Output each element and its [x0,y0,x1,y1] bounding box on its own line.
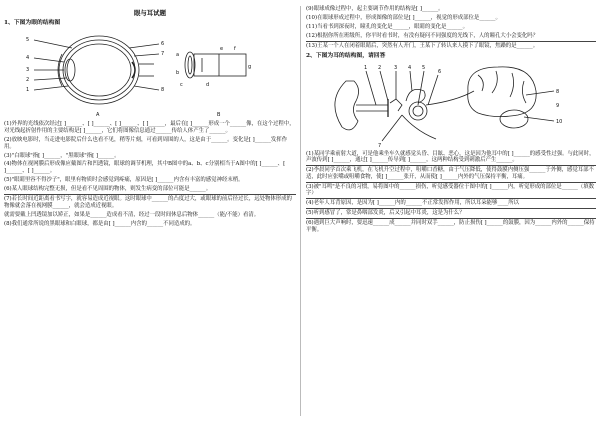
column-divider [300,6,301,416]
ear-figure [306,61,596,149]
label-c: c [180,82,183,89]
right-question-13: (13)王某一个人在闭着眼睛后，突然有人开门，王某下了转认来人摸下了眼镜，焦躁的是______。 [306,41,596,51]
right-question-12: (12)根据你所在班级所，你平时看书时，有没有疑问不同强度的光线下，人的瞳孔大小会变化吗？ [306,33,539,40]
left-question-7b: 就需要戴上凹透镜加以矫正，如果是______造成看不清，经过一段时间休息后物体______（能/不能）看清。 [4,211,260,218]
ear-label-4: 4 [408,65,412,72]
caption-a: A [96,112,100,119]
left-question-1: (1)外界的光线依次经过[ ]______、[ ]______、[ ]______、[ ]______，最后在[ ]______形成一个______像，在这个过程中，对光线起折射作用的主要结构是[ ]______，它们将图像信息通过______传给人体产生了______。 [4,121,295,134]
eye-figure [4,28,296,120]
caption-b: B [217,112,221,119]
label-4: 4 [26,55,30,62]
label-d: d [206,82,210,89]
label-3: 3 [26,67,30,74]
ear-label-6: 6 [438,69,442,76]
ear-label-7: 7 [378,143,382,150]
right-column [306,0,596,422]
label-2: 2 [26,77,30,84]
ear-question-3: (3)被"耳鸣"是不良的习惯，易将图中的______损伤，听觉感受器位于图中的[ ]______内，听觉形成的部位是______（填数字） [306,182,596,199]
label-8: 8 [161,87,165,94]
ear-label-1: 1 [364,65,368,72]
ear-question-2: (2)李晨同学首次乘飞机，在飞机升空过程中，咀嚼口香糖，由于气压降低，使得鼓膜内侧压强______于外侧，感觉耳部不适，此时应张嘴或咀嚼食物，使[ ]______张开，从而使[ ]______内外的气压保持平衡，耳痛。 [306,165,596,182]
label-a: a [176,52,180,59]
label-b: b [176,70,180,77]
right-question-10: (10)在眼球形成过程中，形成图像的部位是[ ]______，视觉的形成部位是______。 [306,15,501,22]
section-1-heading: 1、下图为眼的结构图 [4,19,61,26]
ear-question-1: (1)某同学乘前射大道，可是他乘坐车久就感觉头昏、目眩、恶心，这是因为他耳中的[ ]______的感受性过强。与此同时，声波传到[ ]______，通过[ ]______传导到[ ]______，这两种结构受到刺激后产生______。 [306,150,595,164]
left-column [4,0,296,422]
right-question-11: (11)当看书到深夜时，瞳孔的变化是______，眼睛的变化是______。 [306,24,469,31]
ear-question-4: (4)老年人耳背原因，是因为[ ]______内的______不正常发挥作用，所以耳朵能够____所以 [306,198,596,208]
left-question-8: (8)我们通常所说的黑眼球和白眼球，都是由[ ]______内含的______不同造成的。 [4,220,196,227]
ear-label-8: 8 [556,89,560,96]
label-1: 1 [26,87,30,94]
left-question-4: (4)物体在视网膜后形成像应戴图片和凹透镜，眼球的调节机理，其中B图中的a、b、c分别相当于A图中的[ ]______、[ ]______、[ ]______。 [4,161,286,175]
ear-label-2: 2 [378,65,382,72]
label-6: 6 [161,41,165,48]
label-5: 5 [26,37,30,44]
eye-diagram [4,28,296,120]
left-question-5: (5)"眼睛里容不得沙子"，眼里有物质时会感觉到疼痛，原因是[ ]______内含有丰富的感觉神经末梢。 [4,177,244,184]
label-7: 7 [161,51,165,58]
ear-question-6: (6)遇到巨大声响时，要迅速______成______并同时双手______，防止损伤[ ]______的鼓膜，因为______内外的______保持平衡。 [306,218,596,235]
left-question-7: (7)若长时间近距离看书写字，就容易造成近视眼。这时眼球中______的凸度过大，或眼球的前后径过长，远处物体形成的物像就会落在视网膜______，就会造成近视眼。 [4,194,296,211]
page-title: 眼与耳试题 [134,9,166,17]
left-question-3: (3)"白眼球"指[ ]______，"黑眼球"指[ ]______。 [4,152,120,159]
section-2-heading: 2、下图为耳的结构图，请回答 [306,52,386,59]
ear-label-10: 10 [556,119,563,126]
left-question-2: (2)放映电影时，当走进电影院后什么也看不见，稍等片刻，可看到周围的人，这是由于______。变化是[ ]______发挥作用。 [4,136,288,150]
label-e: e [220,46,224,53]
left-question-6: (6)某人眼球结构完整无损，但是看不见周围的物体，则发生病变的部位可能是______。 [4,186,212,192]
ear-label-9: 9 [556,103,560,110]
ear-diagram [306,61,596,149]
right-question-9: (9)眼球成像过程中，起主要调节作用的结构是[ ]______。 [306,6,444,13]
label-f: f [234,46,236,53]
ear-label-3: 3 [394,65,398,72]
label-g: g [248,64,252,71]
ear-label-5: 5 [422,65,426,72]
ear-question-5: (5)听到感冒了，常是鼻咽部发炎，后又引起中耳炎，这是为什么？ [306,208,596,218]
